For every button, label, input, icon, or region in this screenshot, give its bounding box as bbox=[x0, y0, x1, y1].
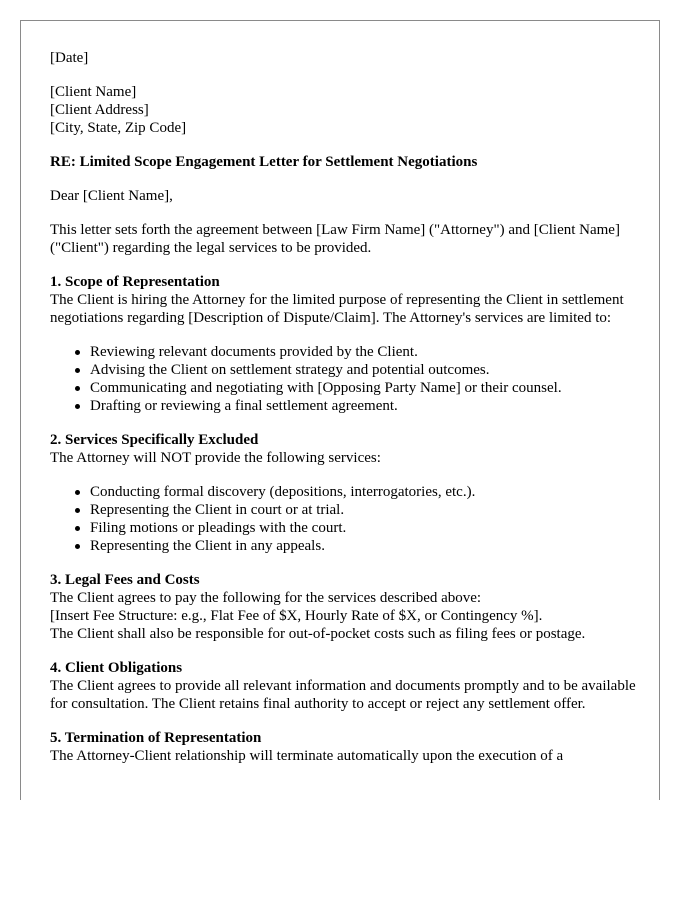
letter-date: [Date] bbox=[50, 50, 89, 66]
scope-bullet-list bbox=[50, 343, 640, 415]
list-item: Advising the Client on settlement strategy and potential outcomes. bbox=[90, 361, 640, 379]
bullet-icon bbox=[75, 350, 80, 355]
letter-content bbox=[50, 49, 640, 781]
bullet-icon bbox=[75, 404, 80, 409]
section-fees bbox=[50, 571, 640, 643]
bullet-icon bbox=[75, 544, 80, 549]
section-heading: 1. Scope of Representation bbox=[50, 274, 220, 290]
list-item: Conducting formal discovery (depositions, interrogatories, etc.). bbox=[90, 483, 640, 501]
bullet-icon bbox=[75, 508, 80, 513]
bullet-icon bbox=[75, 490, 80, 495]
section-client-obligations bbox=[50, 659, 640, 713]
section-body: The Attorney-Client relationship will terminate automatically upon the execution of a bbox=[50, 748, 564, 764]
section-excluded bbox=[50, 431, 640, 555]
letter-salutation: Dear [Client Name], bbox=[50, 188, 173, 204]
client-address-line: [Client Address] bbox=[50, 102, 149, 118]
letter-subject: RE: Limited Scope Engagement Letter for Settlement Negotiations bbox=[50, 154, 478, 170]
section-heading: 3. Legal Fees and Costs bbox=[50, 572, 200, 588]
fees-line: The Client shall also be responsible for out-of-pocket costs such as filing fees or postage. bbox=[50, 626, 586, 642]
section-termination bbox=[50, 729, 640, 765]
list-item: Representing the Client in any appeals. bbox=[90, 537, 640, 555]
letter-page bbox=[20, 20, 660, 800]
list-item: Reviewing relevant documents provided by the Client. bbox=[90, 343, 640, 361]
letter-intro: This letter sets forth the agreement between [Law Firm Name] ("Attorney") and [Client Name] ("Client") regarding the legal services to be provided. bbox=[50, 222, 620, 256]
client-city-line: [City, State, Zip Code] bbox=[50, 120, 187, 136]
list-item: Communicating and negotiating with [Opposing Party Name] or their counsel. bbox=[90, 379, 640, 397]
list-item: Drafting or reviewing a final settlement agreement. bbox=[90, 397, 640, 415]
excluded-bullet-list bbox=[50, 483, 640, 555]
bullet-icon bbox=[75, 368, 80, 373]
client-name-line: [Client Name] bbox=[50, 84, 137, 100]
fees-line: The Client agrees to pay the following for the services described above: bbox=[50, 590, 482, 606]
section-scope bbox=[50, 273, 640, 415]
list-item: Representing the Client in court or at trial. bbox=[90, 501, 640, 519]
section-body: The Client agrees to provide all relevant information and documents promptly and to be available for consultation. The Client retains final authority to accept or reject any settlement offer. bbox=[50, 678, 636, 712]
bullet-icon bbox=[75, 526, 80, 531]
section-heading: 4. Client Obligations bbox=[50, 660, 183, 676]
list-item: Filing motions or pleadings with the court. bbox=[90, 519, 640, 537]
section-body: The Client is hiring the Attorney for the limited purpose of representing the Client in settlement negotiations regarding [Description of Dispute/Claim]. The Attorney's services are limited to: bbox=[50, 292, 624, 326]
section-heading: 5. Termination of Representation bbox=[50, 730, 262, 746]
section-body: The Attorney will NOT provide the following services: bbox=[50, 450, 381, 466]
bullet-icon bbox=[75, 386, 80, 391]
fees-line: [Insert Fee Structure: e.g., Flat Fee of $X, Hourly Rate of $X, or Contingency %]. bbox=[50, 608, 543, 624]
section-heading: 2. Services Specifically Excluded bbox=[50, 432, 259, 448]
client-address-block bbox=[50, 83, 640, 137]
